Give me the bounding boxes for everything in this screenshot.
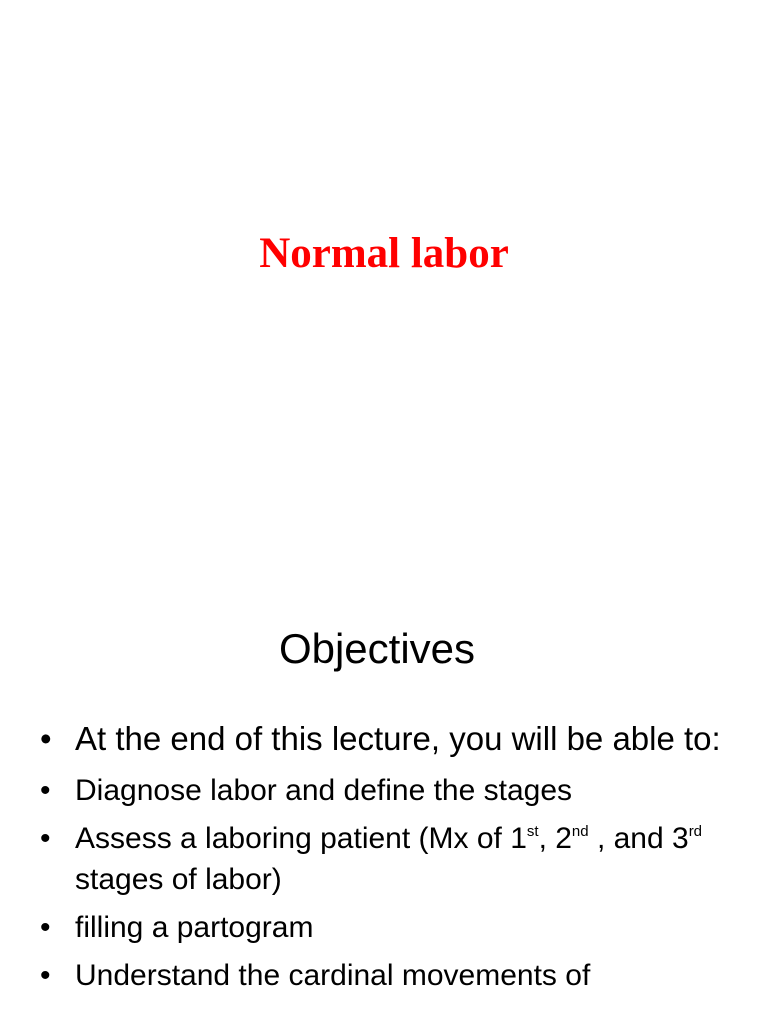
list-item-text bbox=[75, 822, 702, 896]
list-item-text: Understand the cardinal movements of bbox=[75, 959, 591, 992]
bullet-icon: • bbox=[40, 774, 51, 807]
list-item-text: Diagnose labor and define the stages bbox=[75, 774, 573, 807]
objectives-list bbox=[40, 716, 730, 1003]
list-item-text: filling a partogram bbox=[75, 911, 314, 944]
bullet-icon: • bbox=[40, 822, 51, 855]
text-segment: , 2 bbox=[538, 822, 572, 855]
ordinal-suffix: nd bbox=[571, 823, 589, 840]
bullet-icon: • bbox=[40, 911, 51, 944]
list-item bbox=[40, 955, 730, 996]
list-item bbox=[40, 770, 730, 811]
list-item bbox=[40, 818, 730, 900]
text-segment: , and 3 bbox=[588, 822, 689, 855]
list-item bbox=[40, 716, 730, 762]
bullet-icon: • bbox=[40, 720, 52, 757]
bullet-icon: • bbox=[40, 959, 51, 992]
ordinal-suffix: st bbox=[526, 823, 539, 840]
ordinal-suffix: rd bbox=[688, 823, 703, 840]
slide-title-heading: Normal labor bbox=[259, 230, 509, 277]
list-item bbox=[40, 907, 730, 948]
text-segment: stages of labor) bbox=[75, 863, 282, 896]
objectives-heading: Objectives bbox=[278, 625, 476, 672]
list-item-text: At the end of this lecture, you will be able to: bbox=[75, 720, 721, 757]
text-segment: Assess a laboring patient (Mx of 1 bbox=[75, 822, 527, 855]
slide-objectives bbox=[0, 560, 768, 1024]
